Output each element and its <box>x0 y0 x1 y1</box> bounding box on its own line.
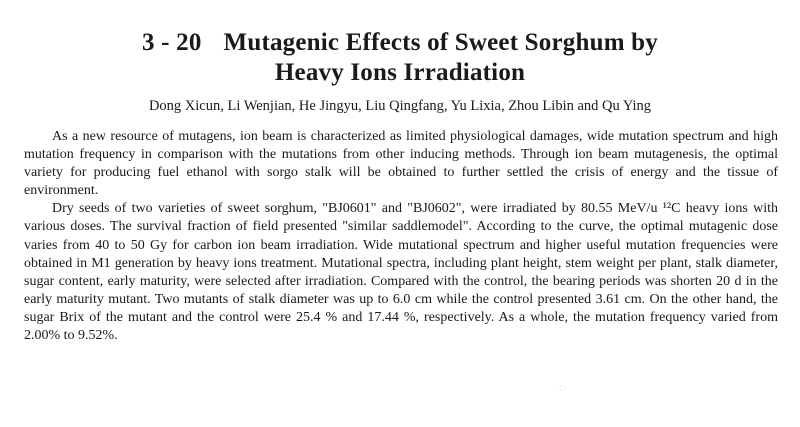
paper-title <box>0 28 800 88</box>
title-text-1: Mutagenic Effects of Sweet Sorghum by <box>223 29 658 56</box>
abstract-paragraph-1: As a new resource of mutagens, ion beam is characterized as limited physiological damages, wide mutation spectrum and high mutation frequency in comparison with the mutations from other inducing methods. Through ion beam mutagenesis, the optimal variety for producing fuel ethanol with sorgo stalk will be obtained to further settled the crisis of energy and the tissue of environment. <box>24 129 778 199</box>
abstract-body <box>24 128 778 345</box>
title-line-1 <box>0 28 800 58</box>
title-line-2: Heavy Ions Irradiation <box>274 59 526 86</box>
author-list: Dong Xicun, Li Wenjian, He Jingyu, Liu Qingfang, Yu Lixia, Zhou Libin and Qu Ying <box>148 98 652 114</box>
section-number: 3 - 20 <box>142 29 202 56</box>
scan-speck: ·:· <box>556 383 567 392</box>
abstract-paragraph-2: Dry seeds of two varieties of sweet sorghum, "BJ0601" and "BJ0602", were irradiated by 80.55 MeV/u ¹²C heavy ions with various doses. The survival fraction of field presented "similar saddlemodel". According to the curve, the optimal mutagenic dose varies from 40 to 50 Gy for carbon ion beam irradiation. Wide mutational spectrum and higher useful mutation frequencies were obtained in M1 generation by heavy ions treatment. Mutational spectra, including plant height, stem weight per plant, stalk diameter, sugar content, early maturity, were selected after irradiation. Compared with the control, the bearing periods was shorten 20 d in the early maturity mutant. Two mutants of stalk diameter was up to 6.0 cm while the control presented 3.61 cm. On the other hand, the sugar Brix of the mutant and the control were 25.4 % and 17.44 %, respectively. As a whole, the mutation frequency varied from 2.00% to 9.52%. <box>24 201 778 344</box>
